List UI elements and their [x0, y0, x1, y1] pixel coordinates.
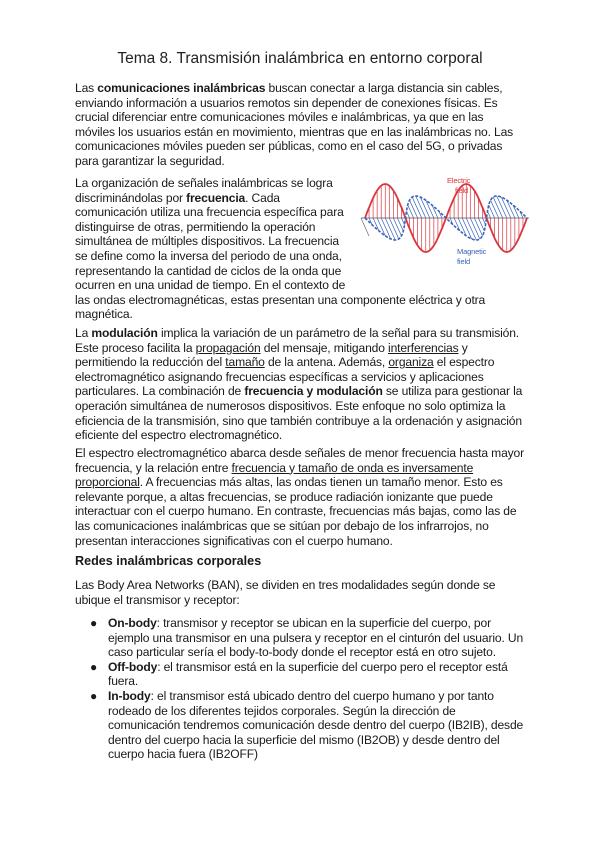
underlined-term: frecuencia y tamaño de onda es inversamente proporcional — [75, 460, 474, 490]
modulation-paragraph — [75, 326, 525, 443]
list-item-term: In-body — [108, 688, 151, 703]
bold-term: modulación — [91, 326, 158, 340]
frequency-paragraph — [75, 176, 525, 322]
intro-paragraph — [75, 81, 525, 169]
bold-term: frecuencia y modulación — [244, 384, 383, 399]
bullet-icon: ● — [90, 659, 98, 674]
text-run: . A frecuencias más altas, las ondas tienen un tamaño menor. Esto es relevante porque, a altas frecuencias, se produce radiación ionizante que puede interactuar con el cuerpo humano. En contraste, frecuencias más bajas, como las de las comunicaciones inalámbricas que se sitúan por debajo de los infrarrojos, no presentan interacciones significativas con el cuerpo humano. — [75, 475, 517, 548]
magnetic-field-label-2: field — [457, 257, 471, 266]
list-item-text: : el transmisor está en la superficie del cuerpo pero el receptor está fuera. — [108, 659, 508, 689]
list-item-term: Off-body — [108, 659, 158, 674]
text-run: La — [75, 326, 92, 340]
text-run: La organización de señales inalámbricas se logra discriminándolas por — [75, 176, 333, 205]
text-run: . Cada comunicación utiliza una frecuencia específica para distinguirse de otras, permitiendo la operación simultánea de múltiples dispositivos. La frecuencia se define como la inversa del periodo de una onda, representando la cantidad de ciclos de la onda que ocurren en una unidad de tiempo. En el contexto de las ondas electromagnéticas, estas presentan una componente eléctrica y otra magnética. — [75, 190, 486, 322]
electric-field-label-2: field — [455, 186, 469, 195]
spectrum-paragraph — [75, 446, 525, 548]
list-item — [75, 616, 525, 660]
electric-field-label: Electric — [447, 176, 471, 185]
bullet-icon: ● — [90, 688, 98, 703]
list-item-text: : transmisor y receptor se ubican en la superficie del cuerpo, por ejemplo una transmisor en una pulsera y receptor en el cinturón del usuario. Un caso particular sería el body-to-body donde el receptor está en otro sujeto. — [108, 616, 524, 660]
list-item-text: : el transmisor está ubicado dentro del cuerpo humano y por tanto rodeado de los diferentes tejidos corporales. Según la dirección de comunicación tendremos comunicación desde dentro del cuerpo (IB2IB), desde dentro del cuerpo hacia la superficie del mismo (IB2OB) y desde dentro del cuerpo hacia fuera (IB2OFF) — [108, 688, 524, 762]
list-item-term: On-body — [108, 616, 157, 630]
text-run: Las — [75, 81, 98, 95]
text-run: de la antena. Además, — [264, 355, 389, 370]
list-item — [75, 660, 525, 689]
text-run: y permitiendo la reducción del — [75, 340, 468, 370]
text-run: buscan conectar a larga distancia sin cables, enviando información a usuarios remotos sin depender de conexiones físicas. Es crucial diferenciar entre comunicaciones móviles e inalámbricas, ya que en las móviles los usuarios están en movimiento, mientras que en las inalámbricas no. Las comunicaciones móviles pueden ser públicas, como en el caso del 5G, o privadas para garantizar la seguridad. — [75, 81, 514, 168]
text-run: se utiliza para gestionar la operación simultánea de numerosos dispositivos. Este enfoque no solo optimiza la eficiencia de la transmisión, sino que también contribuye a la ordenación y asignación eficiente del espectro electromagnético. — [75, 384, 523, 443]
text-run: del mensaje, mitigando — [260, 340, 389, 355]
text-run: implica la variación de un parámetro de la señal para su transmisión. Este proceso facilita la — [75, 326, 519, 355]
bullet-icon: ● — [90, 616, 98, 630]
underlined-term: organiza — [388, 355, 434, 370]
list-item — [75, 689, 525, 762]
text-run: el espectro electromagnético asignando frecuencias específicas a servicios y aplicaciones particulares. La combinación de — [75, 355, 495, 399]
section-heading: Redes inalámbricas corporales — [75, 554, 262, 568]
underlined-term: tamaño — [225, 355, 265, 370]
underlined-term: interferencias — [388, 340, 459, 355]
underlined-term: propagación — [195, 340, 261, 355]
magnetic-field-label: Magnetic — [457, 247, 487, 256]
electromagnetic-wave-figure — [359, 174, 531, 292]
text-run: El espectro electromagnético abarca desde señales de menor frecuencia hasta mayor frecuencia, y la relación entre — [75, 446, 525, 475]
ban-modes-list — [75, 616, 525, 762]
ban-intro-paragraph: Las Body Area Networks (BAN), se dividen en tres modalidades según donde se ubique el transmisor y receptor: — [75, 578, 496, 607]
bold-term: comunicaciones inalámbricas — [97, 81, 266, 95]
bold-term: frecuencia — [186, 190, 246, 205]
page-title: Tema 8. Transmisión inalámbrica en entorno corporal — [117, 50, 483, 67]
